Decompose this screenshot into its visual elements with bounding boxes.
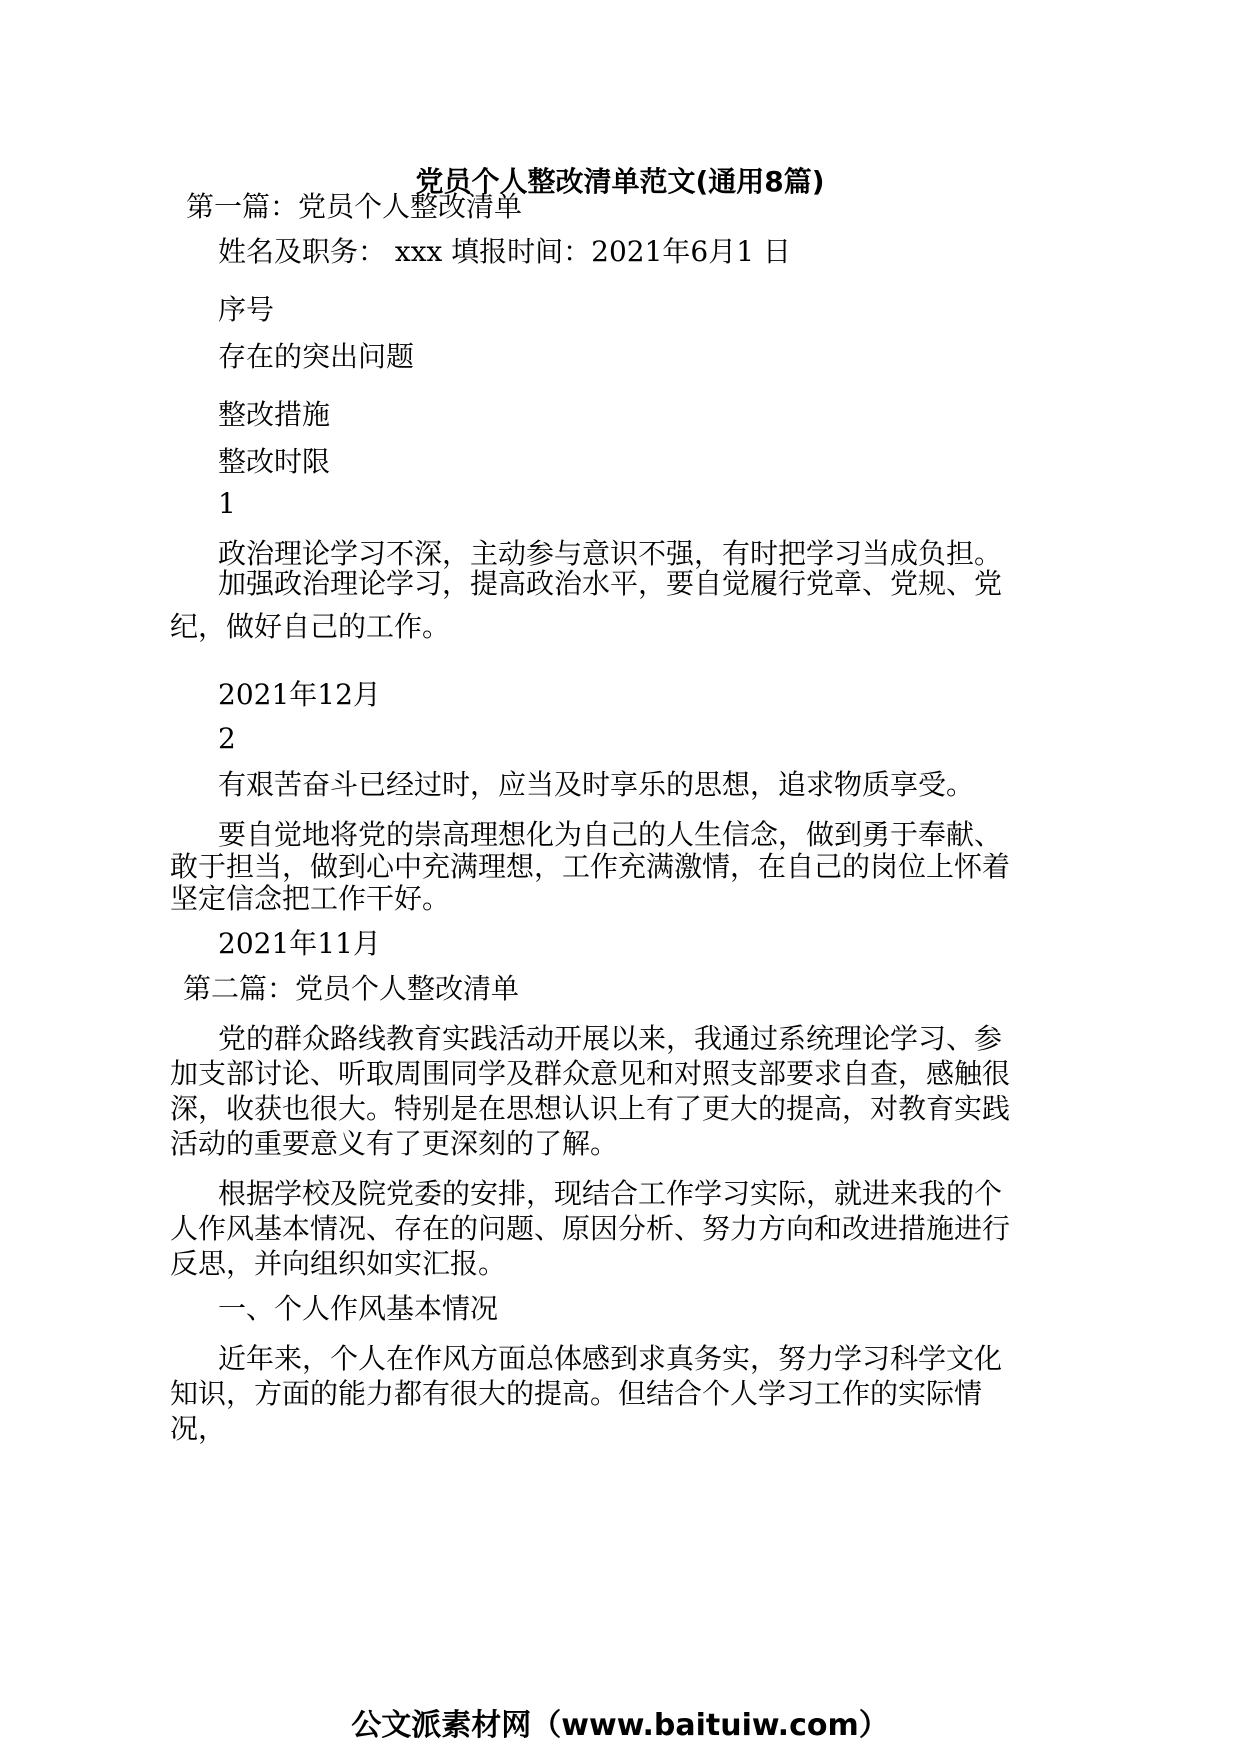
- row2-measure-line1: 要自觉地将党的崇高理想化为自己的人生信念，做到勇于奉献、: [218, 818, 1003, 851]
- column-sequence: 序号: [218, 293, 275, 326]
- para3-line3: 况，: [170, 1412, 227, 1445]
- para2-line2: 人作风基本情况、存在的问题、原因分析、努力方向和改进措施进行: [170, 1212, 1011, 1245]
- para2-line1: 根据学校及院党委的安排，现结合工作学习实际，就进来我的个: [218, 1177, 1003, 1210]
- document-title: 党员个人整改清单范文(通用8篇): [415, 165, 825, 198]
- column-measure: 整改措施: [218, 398, 331, 431]
- column-deadline: 整改时限: [218, 445, 331, 478]
- row2-deadline: 2021年11月: [218, 927, 381, 960]
- para1-line4: 活动的重要意义有了更深刻的了解。: [170, 1127, 619, 1160]
- row1-measure-line2: 纪，做好自己的工作。: [170, 610, 451, 643]
- para2-line3: 反思，并向组织如实汇报。: [170, 1247, 507, 1280]
- row1-measure-line1: 加强政治理论学习，提高政治水平，要自觉履行党章、党规、党: [218, 567, 1003, 600]
- section1-heading: 一、个人作风基本情况: [218, 1292, 499, 1325]
- para3-line1: 近年来，个人在作风方面总体感到求真务实，努力学习科学文化: [218, 1342, 1003, 1375]
- para3-line2: 知识，方面的能力都有很大的提高。但结合个人学习工作的实际情: [170, 1377, 983, 1410]
- row2-problem: 有艰苦奋斗已经过时，应当及时享乐的思想，追求物质享受。: [218, 768, 975, 801]
- column-problem: 存在的突出问题: [218, 340, 415, 373]
- row1-problem: 政治理论学习不深，主动参与意识不强，有时把学习当成负担。: [218, 537, 1003, 570]
- part2-heading: 第二篇：党员个人整改清单: [183, 972, 520, 1005]
- row1-number: 1: [218, 487, 236, 520]
- footer-site-watermark: 公文派素材网（www.baituiw.com）: [351, 1708, 889, 1743]
- row1-deadline: 2021年12月: [218, 678, 381, 711]
- para1-line3: 深，收获也很大。特别是在思想认识上有了更大的提高，对教育实践: [170, 1092, 1011, 1125]
- row2-measure-line3: 坚定信念把工作干好。: [170, 882, 451, 915]
- name-and-date-line: 姓名及职务： xxx 填报时间：2021年6月1 日: [218, 235, 791, 268]
- row2-measure-line2: 敢于担当，做到心中充满理想，工作充满激情，在自己的岗位上怀着: [170, 850, 1011, 883]
- para1-line2: 加支部讨论、听取周围同学及群众意见和对照支部要求自查，感触很: [170, 1057, 1011, 1090]
- row2-number: 2: [218, 722, 236, 755]
- para1-line1: 党的群众路线教育实践活动开展以来，我通过系统理论学习、参: [218, 1022, 1003, 1055]
- part1-heading: 第一篇：党员个人整改清单: [186, 190, 523, 223]
